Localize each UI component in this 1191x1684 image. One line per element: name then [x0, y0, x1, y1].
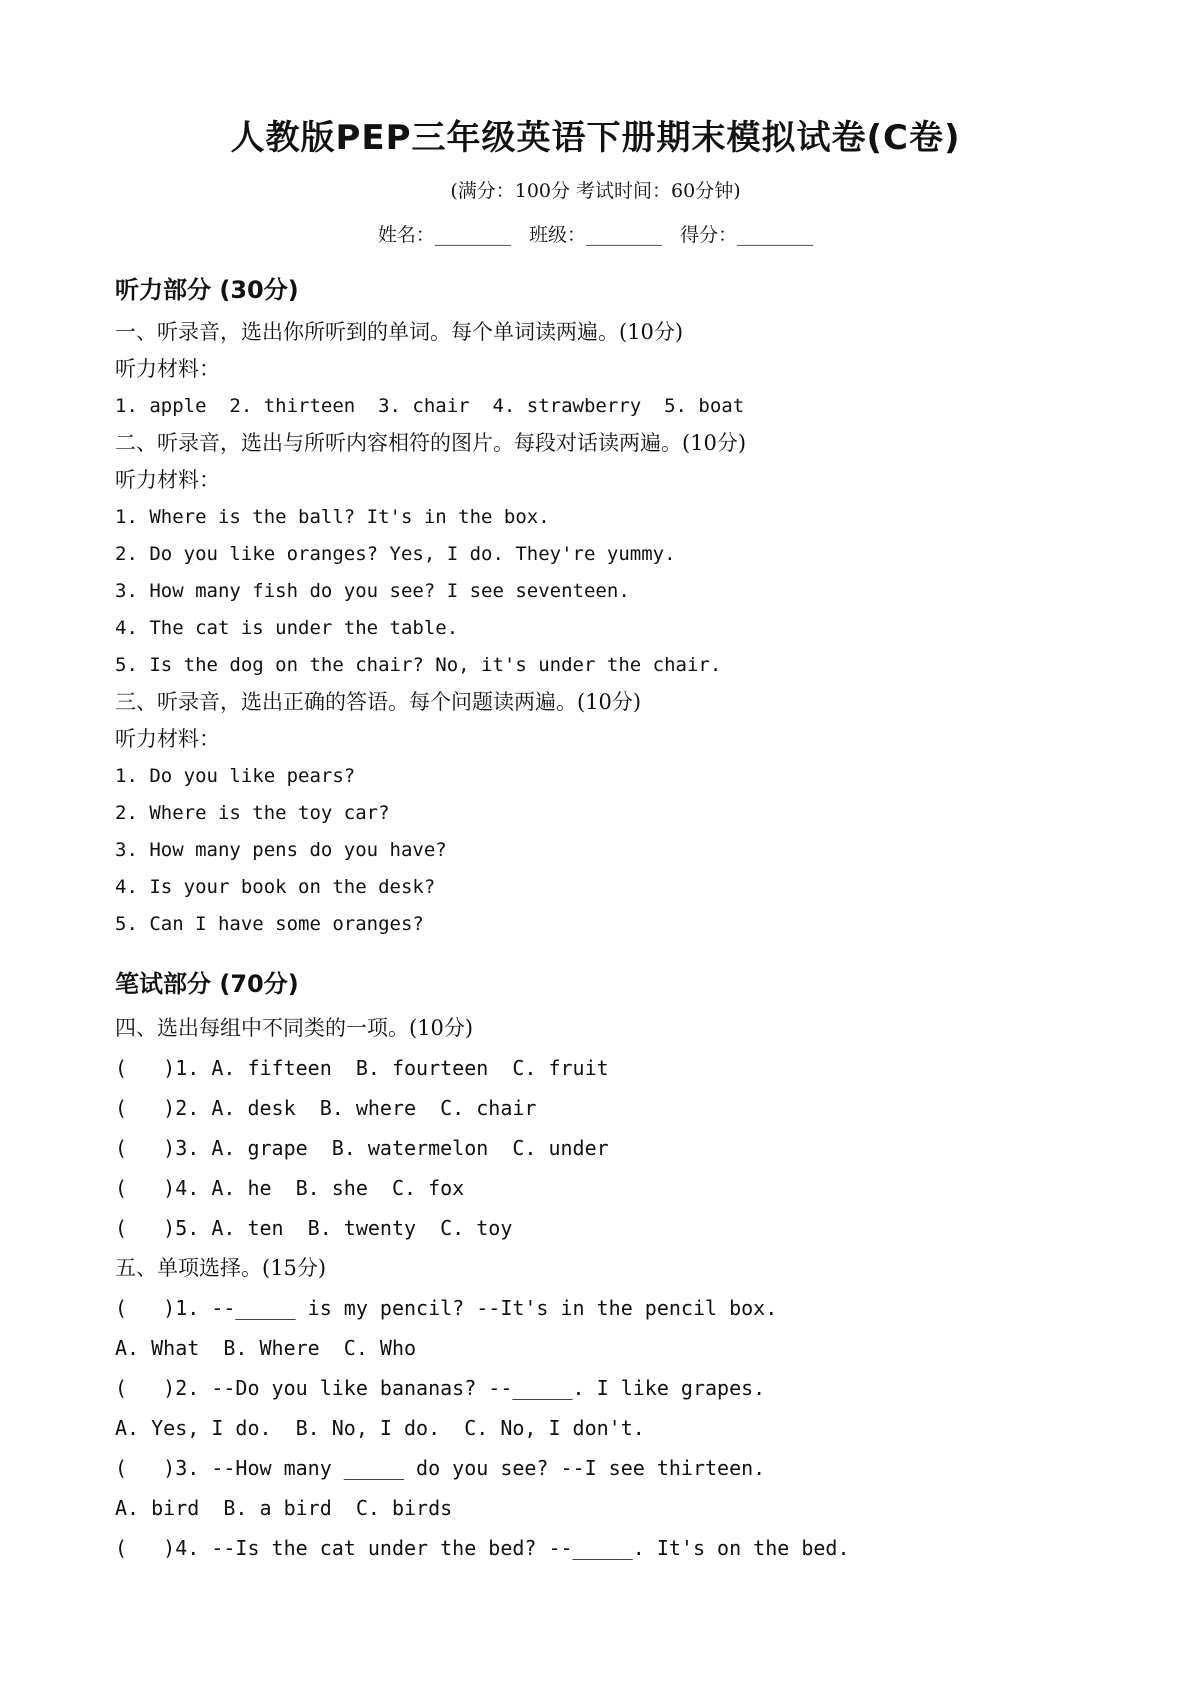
part5-question: ( )4. --Is the cat under the bed? --_____. It's on the bed.: [115, 1536, 850, 1560]
part4-item: ( )5. A. ten B. twenty C. toy: [115, 1216, 513, 1240]
part2-item: 2. Do you like oranges? Yes, I do. They're yummy.: [115, 543, 676, 565]
part3-item: 5. Can I have some oranges?: [115, 913, 424, 935]
part5-question: ( )1. --_____ is my pencil? --It's in the pencil box.: [115, 1296, 778, 1320]
part4-item: ( )2. A. desk B. where C. chair: [115, 1096, 537, 1120]
exam-body: [115, 266, 1155, 1568]
part3-item: 4. Is your book on the desk?: [115, 876, 436, 898]
part2-heading: 二、听录音，选出与所听内容相符的图片。每段对话读两遍。(10分): [115, 431, 747, 455]
written-section-title: 笔试部分 (70分): [115, 970, 299, 998]
part4-item: ( )3. A. grape B. watermelon C. under: [115, 1136, 609, 1160]
section-spacer: [115, 943, 1155, 960]
part5-question: ( )2. --Do you like bananas? --_____. I like grapes.: [115, 1376, 766, 1400]
part2-material-label: 听力材料：: [115, 468, 220, 492]
part4-heading: 四、选出每组中不同类的一项。(10分): [115, 1016, 474, 1040]
part5-heading: 五、单项选择。(15分): [115, 1256, 327, 1280]
exam-subtitle: (满分：100分 考试时间：60分钟): [450, 180, 741, 202]
part4-item: ( )1. A. fifteen B. fourteen C. fruit: [115, 1056, 609, 1080]
part2-item: 5. Is the dog on the chair? No, it's under the chair.: [115, 654, 722, 676]
part5-question: ( )3. --How many _____ do you see? --I see thirteen.: [115, 1456, 766, 1480]
part5-options: A. Yes, I do. B. No, I do. C. No, I don't.: [115, 1416, 645, 1440]
name-field-label: 姓名：________: [377, 224, 511, 246]
part1-word-list: 1. apple 2. thirteen 3. chair 4. strawberry 5. boat: [115, 395, 745, 417]
part1-material-label: 听力材料：: [115, 357, 220, 381]
part3-heading: 三、听录音，选出正确的答语。每个问题读两遍。(10分): [115, 690, 642, 714]
part5-options: A. What B. Where C. Who: [115, 1336, 417, 1360]
class-field-label: 班级：________: [528, 224, 662, 246]
part2-item: 4. The cat is under the table.: [115, 617, 459, 639]
part5-options: A. bird B. a bird C. birds: [115, 1496, 453, 1520]
part4-item: ( )4. A. he B. she C. fox: [115, 1176, 465, 1200]
part3-material-label: 听力材料：: [115, 727, 220, 751]
part1-heading: 一、听录音，选出你所听到的单词。每个单词读两遍。(10分): [115, 320, 684, 344]
part2-item: 1. Where is the ball? It's in the box.: [115, 506, 550, 528]
student-info-line: [0, 220, 1191, 247]
part2-item: 3. How many fish do you see? I see seventeen.: [115, 580, 630, 602]
score-field-label: 得分：________: [680, 224, 814, 246]
listening-section-title: 听力部分 (30分): [115, 276, 299, 304]
part3-item: 2. Where is the toy car?: [115, 802, 390, 824]
page-title: 人教版PEP三年级英语下册期末模拟试卷(C卷): [230, 118, 961, 158]
part3-item: 1. Do you like pears?: [115, 765, 356, 787]
part3-item: 3. How many pens do you have?: [115, 839, 447, 861]
